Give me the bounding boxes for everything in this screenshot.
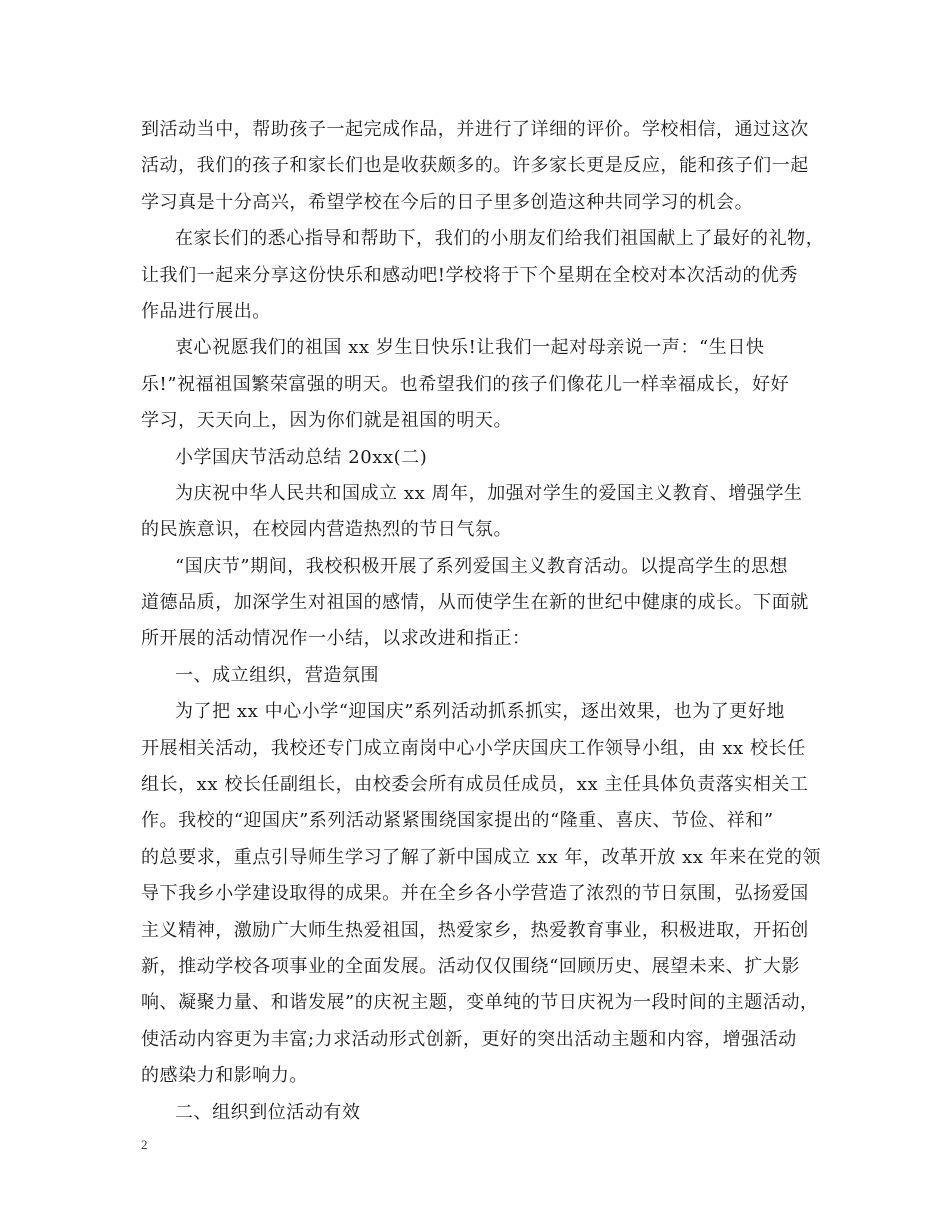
text-line: 响、凝聚力量、和谐发展”的庆祝主题，变单纯的节日庆祝为一段时间的主题活动， — [141, 992, 819, 1014]
section-heading: 二、组织到位活动有效 — [175, 1101, 361, 1123]
text-line: 的民族意识，在校园内营造热烈的节日气氛。 — [141, 519, 512, 541]
text-line: 让我们一起来分享这份快乐和感动吧!学校将于下个星期在全校对本次活动的优秀 — [141, 264, 799, 286]
section-title: 小学国庆节活动总结 20xx(二) — [175, 446, 428, 468]
text-line: 到活动当中，帮助孩子一起完成作品，并进行了详细的评价。学校相信，通过这次 — [141, 119, 809, 140]
text-line: 作品进行展出。 — [141, 300, 271, 322]
text-line: 的总要求，重点引导师生学习了解了新中国成立 xx 年，改革开放 xx 年来在党的领 — [141, 846, 822, 868]
text-line: 所开展的活动情况作一小结，以求改进和指正： — [141, 628, 531, 650]
document-body — [141, 112, 825, 1131]
page-number: 2 — [141, 1137, 148, 1152]
paragraph-start: 衷心祝愿我们的祖国 xx 岁生日快乐!让我们一起对母亲说一声：“生日快 — [175, 337, 765, 359]
text-line: 开展相关活动，我校还专门成立南岗中心小学庆国庆工作领导小组，由 xx 校长任 — [141, 737, 806, 759]
text-line: 乐!”祝福祖国繁荣富强的明天。也希望我们的孩子们像花儿一样幸福成长，好好 — [141, 373, 790, 395]
text-line: 新，推动学校各项事业的全面发展。活动仅仅围绕“回顾历史、展望未来、扩大影 — [141, 955, 800, 977]
text-line: 学习真是十分高兴，希望学校在今后的日子里多创造这种共同学习的机会。 — [141, 191, 754, 213]
text-line: 使活动内容更为丰富;力求活动形式创新，更好的突出活动主题和内容，增强活动 — [141, 1028, 797, 1050]
text-line: 活动，我们的孩子和家长们也是收获颇多的。许多家长更是反应，能和孩子们一起 — [141, 155, 809, 177]
paragraph-start: “国庆节”期间，我校积极开展了系列爱国主义教育活动。以提高学生的思想 — [175, 555, 789, 577]
text-line: 道德品质，加深学生对祖国的感情，从而使学生在新的世纪中健康的成长。下面就 — [141, 592, 809, 614]
text-line: 的感染力和影响力。 — [141, 1065, 308, 1087]
text-line: 学习，天天向上，因为你们就是祖国的明天。 — [141, 410, 512, 432]
paragraph-start: 在家长们的悉心指导和帮助下，我们的小朋友们给我们祖国献上了最好的礼物， — [175, 228, 825, 250]
text-line: 主义精神，激励广大师生热爱祖国，热爱家乡，热爱教育事业，积极进取，开拓创 — [141, 919, 809, 941]
text-line: 组长，xx 校长任副组长，由校委会所有成员任成员，xx 主任具体负责落实相关工 — [141, 774, 809, 796]
text-line: 导下我乡小学建设取得的成果。并在全乡各小学营造了浓烈的节日氛围，弘扬爱国 — [141, 883, 809, 905]
text-line: 作。我校的“迎国庆”系列活动紧紧围绕国家提出的“隆重、喜庆、节俭、祥和” — [141, 810, 774, 832]
section-heading: 一、成立组织，营造氛围 — [175, 664, 380, 686]
paragraph-start: 为了把 xx 中心小学“迎国庆”系列活动抓系抓实，逐出效果，也为了更好地 — [175, 701, 785, 723]
paragraph-start: 为庆祝中华人民共和国成立 xx 周年，加强对学生的爱国主义教育、增强学生 — [175, 482, 803, 504]
